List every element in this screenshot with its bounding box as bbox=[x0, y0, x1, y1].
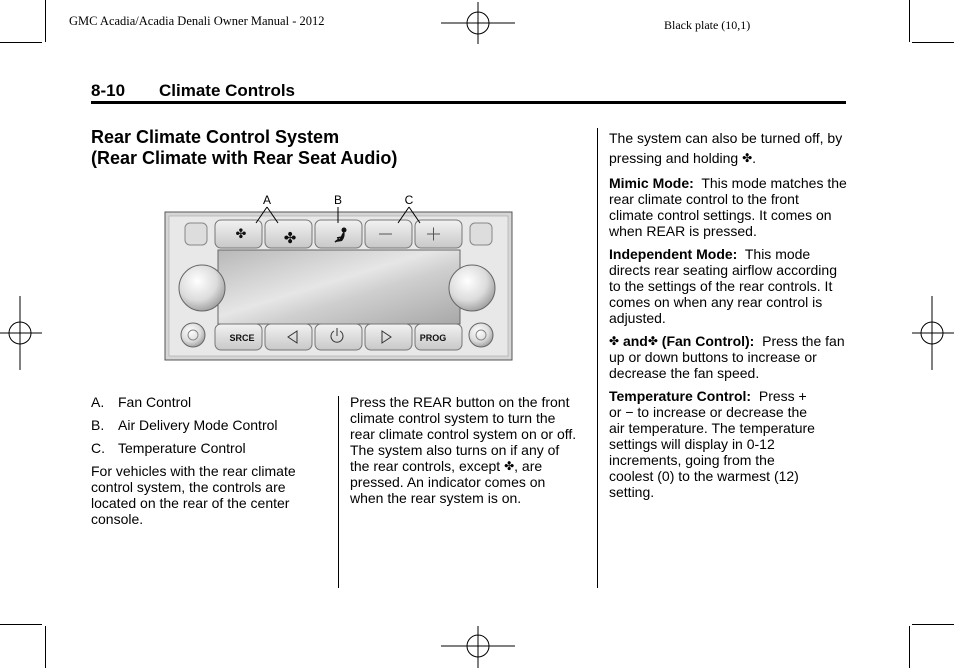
source-button-label: SRCE bbox=[229, 333, 255, 343]
page-title-line1: Rear Climate Control System bbox=[91, 127, 340, 147]
top-button-row bbox=[185, 220, 492, 248]
legend-item: C. Temperature Control bbox=[91, 440, 246, 456]
plate-label: Black plate (10,1) bbox=[664, 18, 751, 32]
intro-paragraph: For vehicles with the rear climate control system, the controls are located on the rear of the center console. bbox=[91, 463, 296, 527]
running-header-title: GMC Acadia/Acadia Denali Owner Manual - 2012 bbox=[69, 14, 325, 28]
column-divider-2 bbox=[597, 128, 598, 588]
section-number: 8-10 bbox=[91, 81, 126, 100]
turn-off-paragraph: The system can also be turned off, by pressing and holding ✤. bbox=[609, 130, 843, 166]
callout-c: C bbox=[404, 193, 414, 207]
independent-mode-paragraph: Independent Mode: This mode directs rear seating airflow according to the settings of the rear controls. It comes on when any rear control is adjusted. bbox=[609, 246, 837, 326]
fan-low-icon: ✤ bbox=[235, 227, 247, 242]
knob-icon-right bbox=[449, 265, 495, 311]
mimic-mode-paragraph: Mimic Mode: This mode matches the rear climate control to the front climate control settings. It comes on when REAR is pressed. bbox=[609, 175, 847, 239]
figure-legend bbox=[91, 394, 321, 527]
callout-b: B bbox=[333, 193, 343, 207]
fan-control-paragraph: ✤ and✤ (Fan Control): Press the fan up or down buttons to increase or decrease the fan speed. bbox=[609, 333, 845, 381]
page-title bbox=[91, 127, 397, 169]
legend-item: B. Air Delivery Mode Control bbox=[91, 417, 278, 433]
rear-climate-panel-figure bbox=[160, 190, 520, 365]
legend-item: A. Fan Control bbox=[91, 394, 192, 410]
fan-high-icon: ✤ bbox=[283, 229, 297, 247]
registration-mark-top bbox=[441, 2, 515, 44]
registration-mark-bottom bbox=[441, 626, 515, 668]
column-divider-1 bbox=[338, 396, 339, 588]
section-heading bbox=[91, 81, 295, 101]
knob-icon bbox=[179, 265, 225, 311]
fan-down-icon: ✤ bbox=[647, 334, 658, 348]
fan-up-icon: ✤ bbox=[609, 334, 620, 348]
registration-mark-right bbox=[912, 296, 954, 370]
temperature-control-paragraph: Temperature Control: Press + or − to increase or decrease the air temperature. The temperature settings will display in 0-12 increments, going from the coolest (0) to the warmest (12) setting. bbox=[609, 388, 815, 500]
page-title-line2: (Rear Climate with Rear Seat Audio) bbox=[91, 148, 398, 168]
fan-down-icon: ✤ bbox=[742, 151, 753, 165]
registration-mark-left bbox=[0, 296, 42, 370]
section-rule bbox=[91, 101, 846, 104]
callout-a: A bbox=[262, 193, 272, 207]
fan-down-icon: ✤ bbox=[504, 459, 515, 473]
lcd-display bbox=[218, 250, 460, 324]
column-3 bbox=[609, 128, 847, 500]
rear-button-paragraph: Press the REAR button on the front climate control system to turn the rear climate control system on or off. The system also turns on if any of the rear controls, except ✤, are pressed. An indicator comes on when the rear system is on. bbox=[350, 394, 577, 506]
program-button-label: PROG bbox=[419, 333, 447, 343]
section-title: Climate Controls bbox=[159, 81, 296, 100]
